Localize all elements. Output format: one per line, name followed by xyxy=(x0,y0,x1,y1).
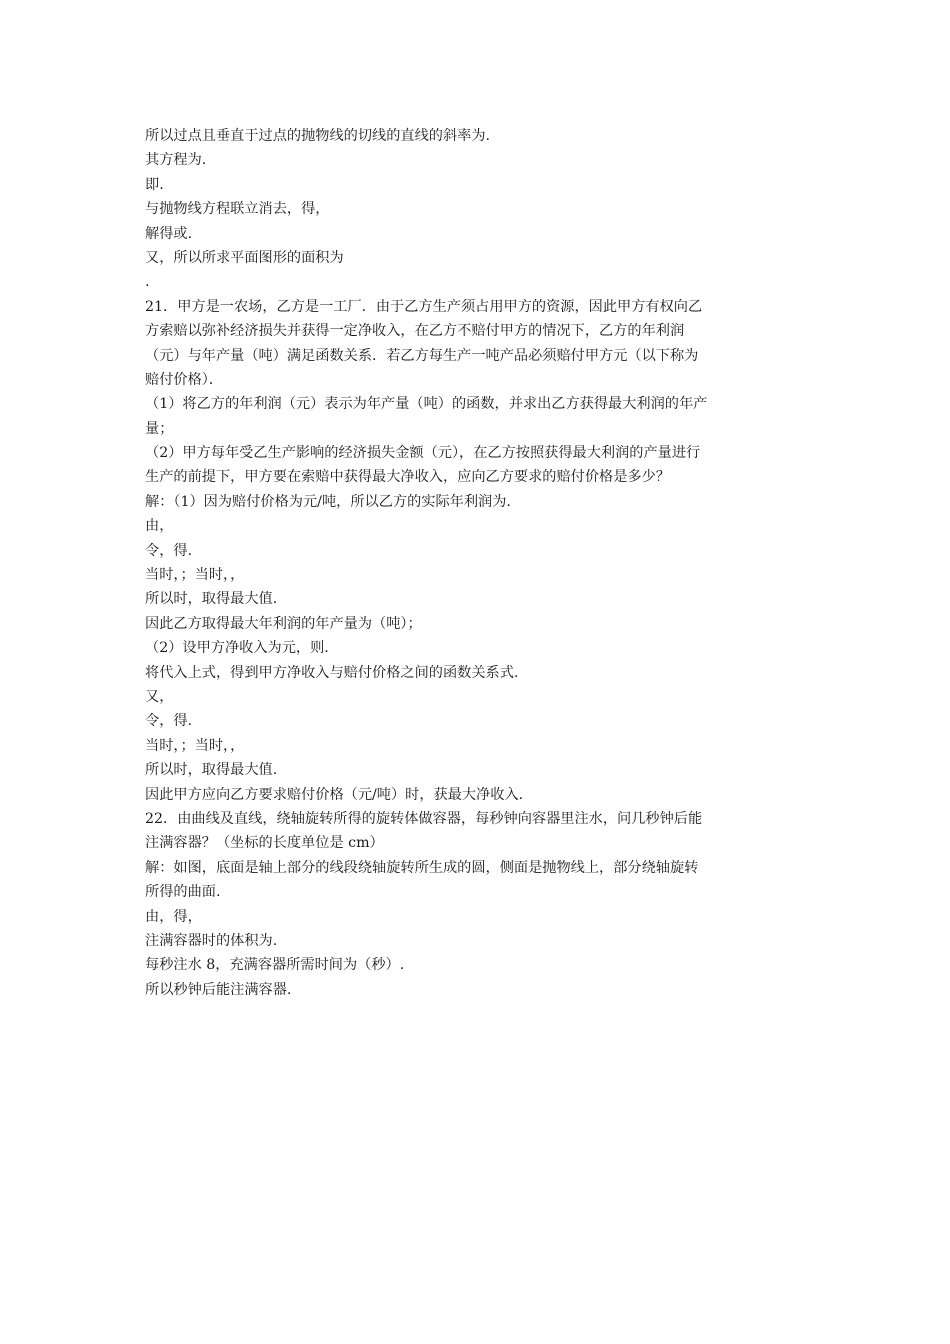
problem-21-line: （元）与年产量（吨）满足函数关系．若乙方每生产一吨产品必须赔付甲方元（以下称为 xyxy=(145,347,699,364)
text-line: 其方程为. xyxy=(145,152,207,169)
solution-21-line: 由， xyxy=(145,518,174,535)
solution-22-line: 每秒注水 8，充满容器所需时间为（秒）. xyxy=(145,957,405,974)
problem-22-line: 22．由曲线及直线，绕轴旋转所得的旋转体做容器，每秒钟向容器里注水，问几秒钟后能 xyxy=(145,810,703,827)
text-line: 与抛物线方程联立消去，得， xyxy=(145,201,330,218)
text-line: 即. xyxy=(145,176,164,193)
document-body xyxy=(145,124,808,1002)
solution-21-line: 将代入上式，得到甲方净收入与赔付价格之间的函数关系式. xyxy=(145,664,519,681)
solution-21-line: 当时，；当时，， xyxy=(145,737,245,754)
problem-21-line: 21．甲方是一农场，乙方是一工厂．由于乙方生产须占用甲方的资源，因此甲方有权向乙 xyxy=(145,298,703,315)
problem-21-line: （2）甲方每年受乙生产影响的经济损失金额（元），在乙方按照获得最大利润的产量进行 xyxy=(145,445,701,462)
solution-21-line: 令，得. xyxy=(145,542,193,559)
solution-21-line: 所以时，取得最大值. xyxy=(145,591,278,608)
solution-22-line: 所以秒钟后能注满容器. xyxy=(145,981,292,998)
solution-21-line: 因此甲方应向乙方要求赔付价格（元/吨）时，获最大净收入. xyxy=(145,786,524,803)
solution-21-line: 解：（1）因为赔付价格为元/吨，所以乙方的实际年利润为. xyxy=(145,493,511,510)
solution-21-line: 所以时，取得最大值. xyxy=(145,762,278,779)
problem-21-line: （1）将乙方的年利润（元）表示为年产量（吨）的函数，并求出乙方获得最大利润的年产 xyxy=(145,396,708,413)
solution-21-line: 又， xyxy=(145,688,174,705)
text-line: 解得或. xyxy=(145,225,193,242)
problem-21-line: 量； xyxy=(145,420,174,437)
solution-22-line: 所得的曲面. xyxy=(145,884,221,901)
problem-21-line: 赔付价格）． xyxy=(145,371,224,388)
solution-21-line: （2）设甲方净收入为元，则. xyxy=(145,640,329,657)
problem-21-line: 方索赔以弥补经济损失并获得一定净收入，在乙方不赔付甲方的情况下，乙方的年利润 xyxy=(145,323,685,340)
solution-21-line: 令，得. xyxy=(145,713,193,730)
text-line: 所以过点且垂直于过点的抛物线的切线的直线的斜率为. xyxy=(145,128,491,144)
text-line: 又，所以所求平面图形的面积为 xyxy=(145,249,344,266)
problem-22-line: 注满容器？（坐标的长度单位是 cm） xyxy=(145,835,384,852)
problem-21-line: 生产的前提下，甲方要在索赔中获得最大净收入，应向乙方要求的赔付价格是多少？ xyxy=(145,469,670,486)
solution-21-line: 当时，；当时，， xyxy=(145,567,245,584)
text-line: . xyxy=(145,274,150,291)
solution-21-line: 因此乙方取得最大年利润的年产量为（吨）； xyxy=(145,615,422,632)
solution-22-line: 由，得， xyxy=(145,908,202,925)
solution-22-line: 解：如图，底面是轴上部分的线段绕轴旋转所生成的圆，侧面是抛物线上，部分绕轴旋转 xyxy=(145,859,699,876)
solution-22-line: 注满容器时的体积为. xyxy=(145,932,278,949)
